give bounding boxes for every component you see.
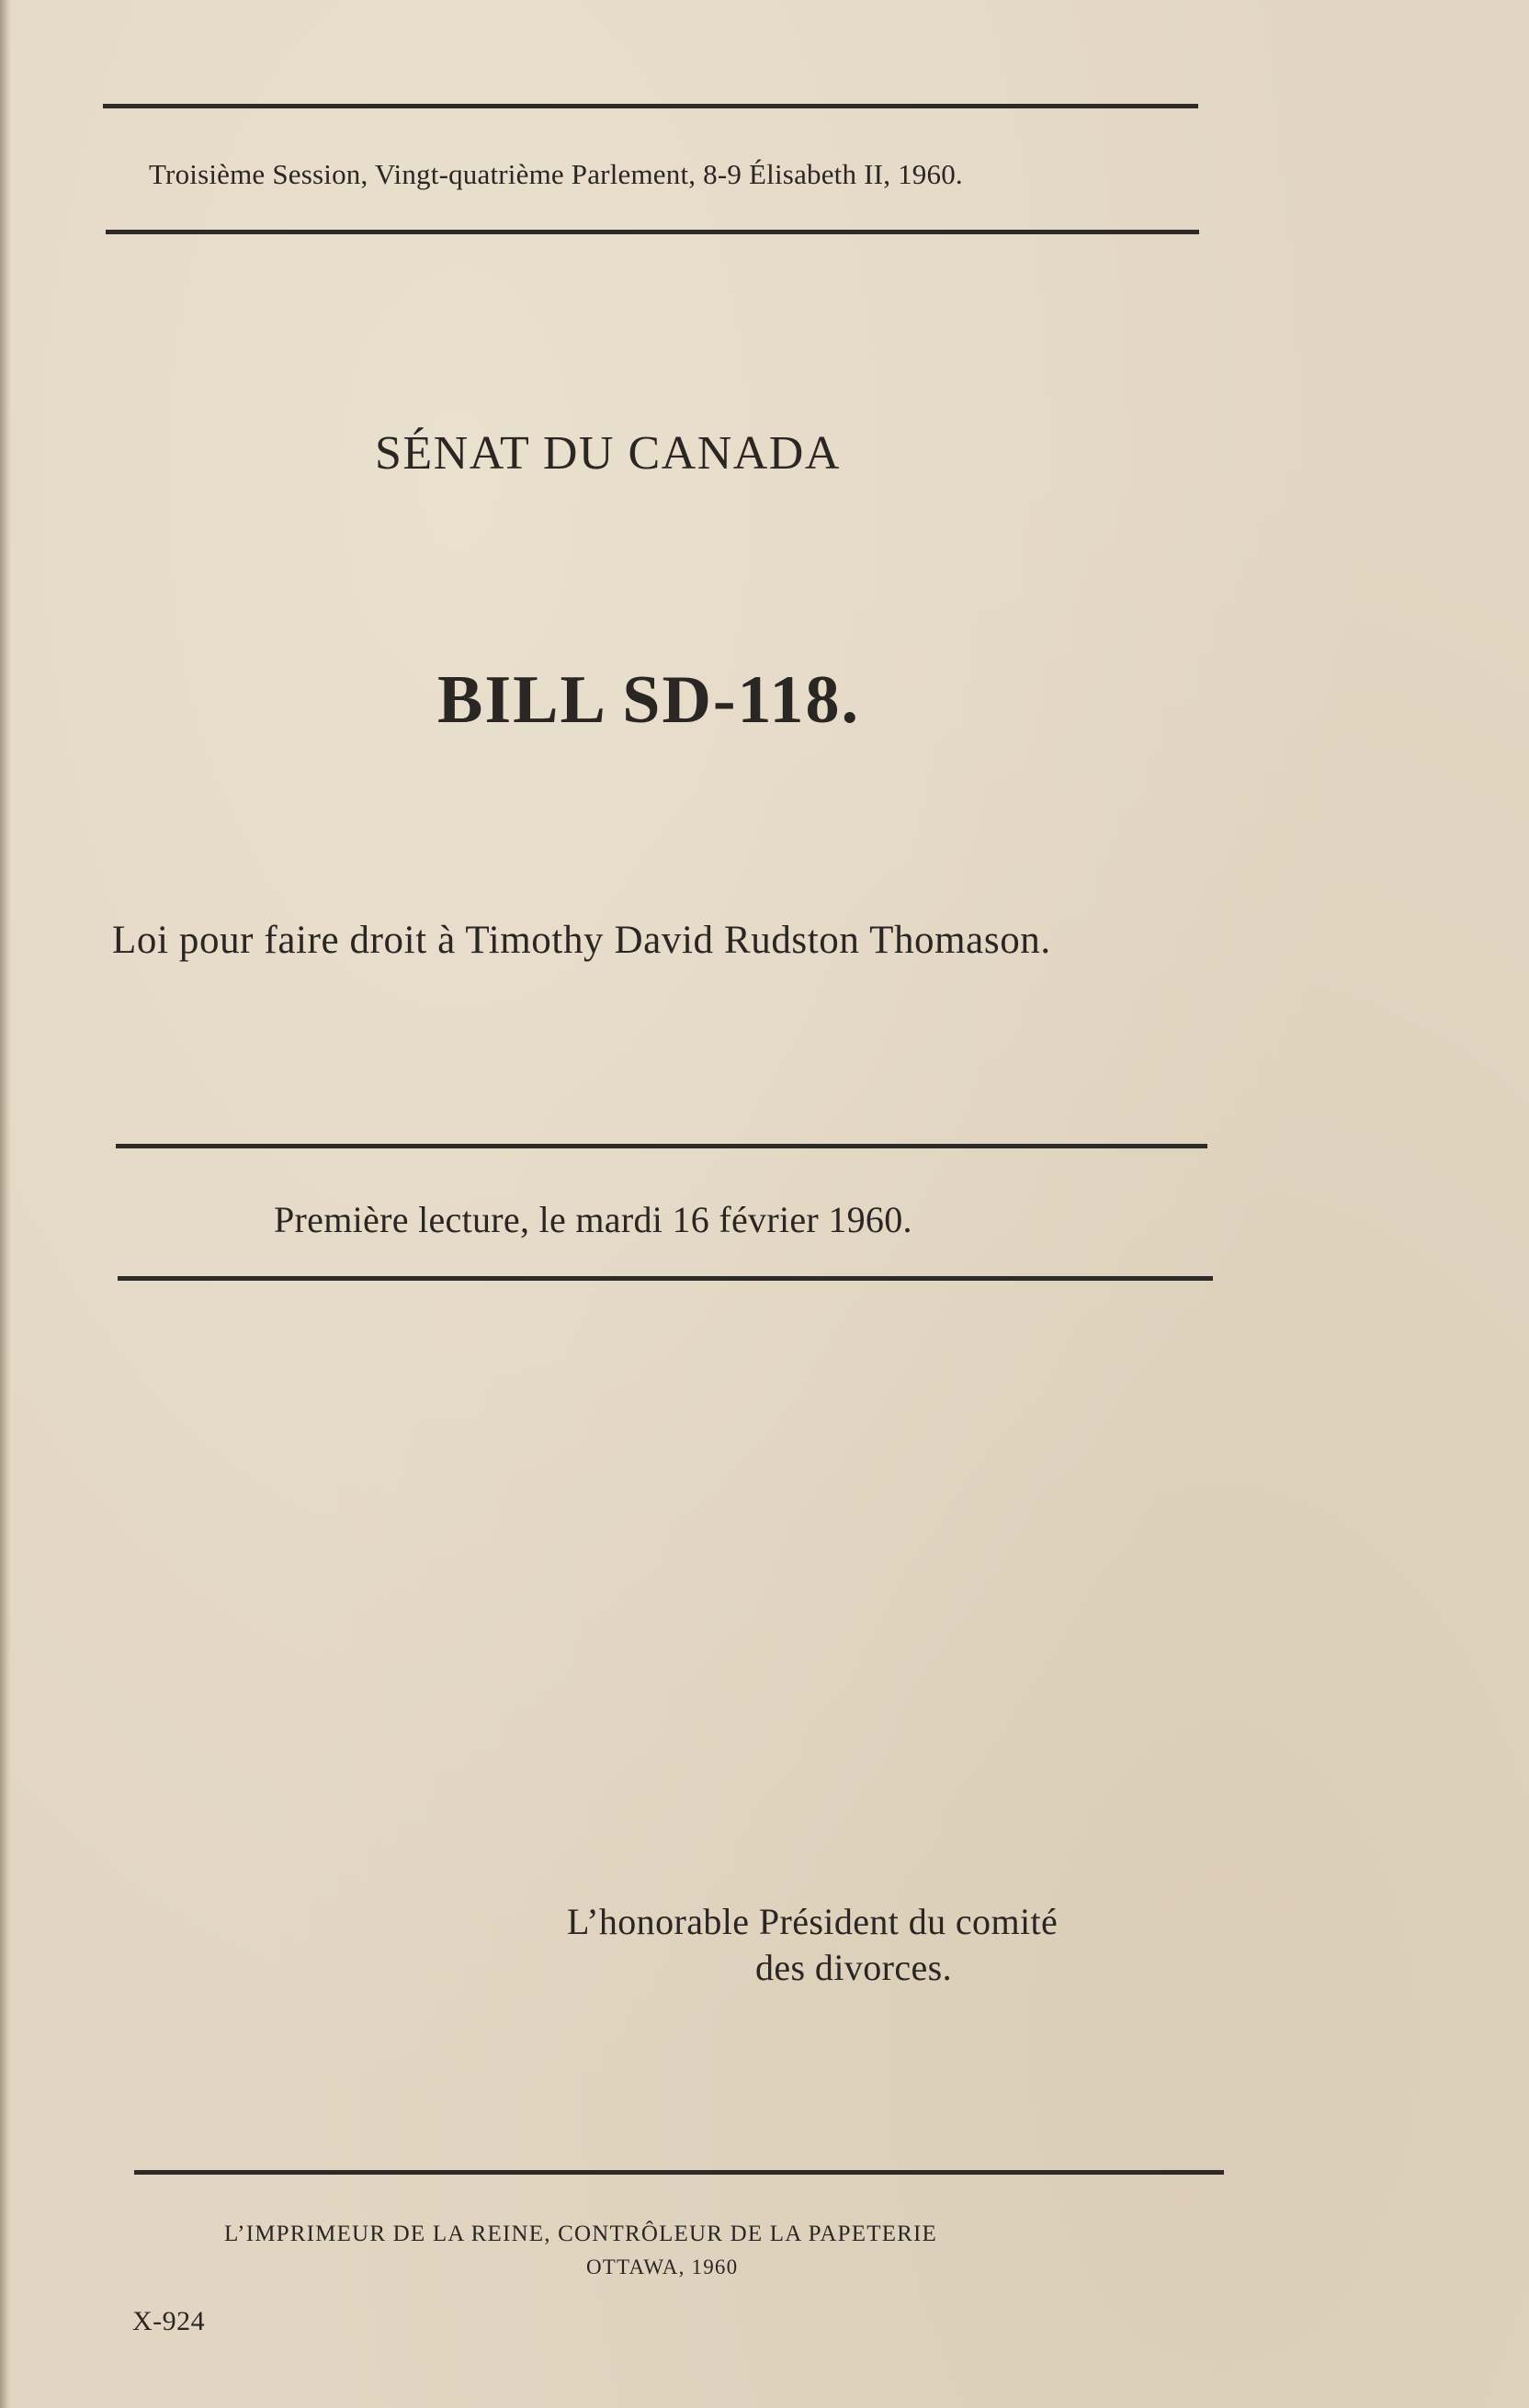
printer-place-year: OTTAWA, 1960	[586, 2255, 739, 2278]
sponsor-line-1: L’honorable Président du comité	[567, 1901, 1059, 1942]
document-code: X-924	[132, 2306, 206, 2336]
bill-title: Loi pour faire droit à Timothy David Rudston Thomason.	[112, 919, 1051, 962]
binding-edge	[0, 0, 11, 2408]
bill-number: BILL SD-118.	[437, 662, 860, 738]
header-top-rule	[103, 104, 1198, 108]
reading-bottom-rule	[118, 1276, 1213, 1281]
header-bottom-rule	[106, 230, 1199, 234]
imprint-rule	[134, 2170, 1224, 2175]
reading-top-rule	[116, 1144, 1207, 1148]
first-reading-line: Première lecture, le mardi 16 février 1960.	[274, 1199, 912, 1240]
sponsor-line-2: des divorces.	[755, 1947, 953, 1988]
printer-line: L’IMPRIMEUR DE LA REINE, CONTRÔLEUR DE LA PAPETERIE	[224, 2221, 938, 2246]
senate-title: SÉNAT DU CANADA	[375, 427, 841, 480]
session-line: Troisième Session, Vingt-quatrième Parlement, 8-9 Élisabeth II, 1960.	[149, 158, 963, 190]
